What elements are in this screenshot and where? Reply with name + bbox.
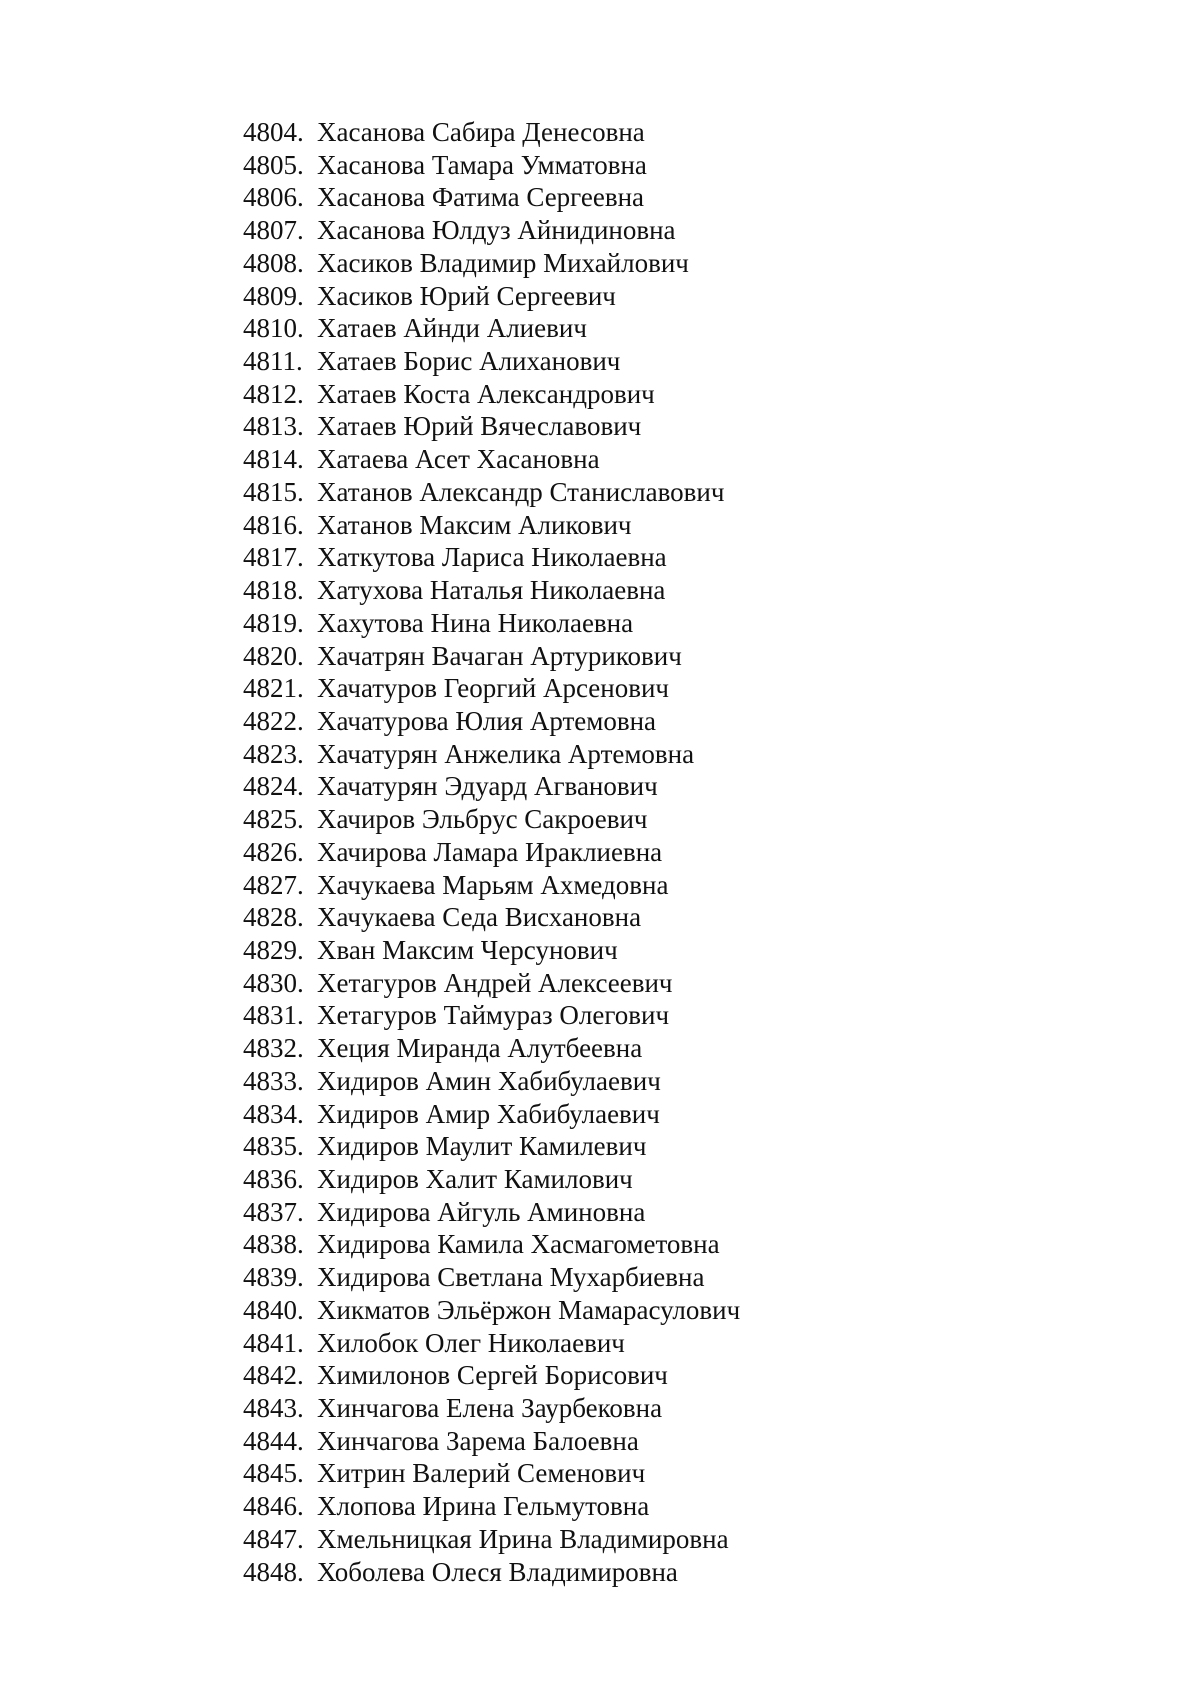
entry-name: Хачирова Ламара Ираклиевна [317, 836, 663, 867]
list-item [243, 214, 740, 247]
entry-name: Хачатурова Юлия Артемовна [317, 705, 657, 736]
entry-number: 4806. [243, 182, 304, 213]
list-item [243, 934, 740, 967]
entry-number: 4831. [243, 1000, 304, 1031]
entry-number: 4814. [243, 444, 304, 475]
list-item [243, 640, 740, 673]
entry-name: Хачатуров Георгий Арсенович [317, 673, 669, 704]
entry-name: Хачукаева Марьям Ахмедовна [317, 869, 669, 900]
list-item [243, 803, 740, 836]
entry-name: Хилобок Олег Николаевич [317, 1327, 625, 1358]
list-item [243, 1130, 740, 1163]
list-item [243, 541, 740, 574]
entry-number: 4827. [243, 869, 304, 900]
entry-name: Хасанова Юлдуз Айнидиновна [317, 215, 676, 246]
list-item [243, 1065, 740, 1098]
entry-name: Хачатрян Вачаган Артурикович [317, 640, 682, 671]
entry-number: 4838. [243, 1229, 304, 1260]
list-item [243, 1196, 740, 1229]
entry-number: 4833. [243, 1065, 304, 1096]
entry-number: 4825. [243, 804, 304, 835]
entry-name: Хидирова Камила Хасмагометовна [317, 1229, 720, 1260]
list-item [243, 280, 740, 313]
list-item [243, 247, 740, 280]
list-item [243, 312, 740, 345]
entry-name: Хачатурян Эдуард Агванович [317, 771, 658, 802]
list-item [243, 836, 740, 869]
list-item [243, 1163, 740, 1196]
entry-name: Хатухова Наталья Николаевна [317, 575, 666, 606]
entry-name: Хасиков Юрий Сергеевич [317, 280, 616, 311]
entry-name: Хачатурян Анжелика Артемовна [317, 738, 695, 769]
entry-number: 4807. [243, 215, 304, 246]
list-item [243, 1556, 740, 1589]
list-item [243, 509, 740, 542]
list-item [243, 1294, 740, 1327]
list-item [243, 1228, 740, 1261]
entry-number: 4818. [243, 575, 304, 606]
entry-number: 4810. [243, 313, 304, 344]
entry-name: Хахутова Нина Николаевна [317, 607, 634, 638]
entry-name: Хатаев Борис Алиханович [317, 346, 621, 377]
list-item [243, 672, 740, 705]
list-item [243, 705, 740, 738]
entry-number: 4844. [243, 1425, 304, 1456]
entry-name: Хидиров Халит Камилович [317, 1164, 633, 1194]
entry-name: Хинчагова Елена Заурбековна [317, 1393, 663, 1424]
entry-name: Хатанов Максим Аликович [317, 509, 632, 540]
entry-number: 4830. [243, 967, 304, 998]
entry-name: Хоболева Олеся Владимировна [317, 1556, 678, 1587]
entry-number: 4836. [243, 1164, 304, 1194]
list-item [243, 1490, 740, 1523]
entry-number: 4821. [243, 673, 304, 704]
entry-number: 4813. [243, 411, 304, 442]
entry-name: Хатаева Асет Хасановна [317, 444, 600, 475]
entry-number: 4805. [243, 149, 304, 180]
entry-name: Хачиров Эльбрус Сакроевич [317, 804, 648, 835]
entry-name: Хасанова Тамара Умматовна [317, 149, 647, 180]
entry-number: 4840. [243, 1294, 304, 1325]
list-item [243, 1261, 740, 1294]
entry-name: Хасанова Фатима Сергеевна [317, 182, 645, 213]
entry-name: Хачукаева Седа Висхановна [317, 902, 642, 933]
list-item [243, 378, 740, 411]
list-item [243, 1392, 740, 1425]
list-item [243, 476, 740, 509]
entry-number: 4808. [243, 247, 304, 278]
entry-name: Хван Максим Черсунович [317, 934, 618, 965]
list-item [243, 738, 740, 771]
entry-number: 4824. [243, 771, 304, 802]
entry-number: 4812. [243, 378, 304, 409]
entry-number: 4842. [243, 1360, 304, 1391]
list-item [243, 116, 740, 149]
list-item [243, 149, 740, 182]
list-item [243, 1098, 740, 1131]
list-item [243, 999, 740, 1032]
entry-name: Хасиков Владимир Михайлович [317, 247, 689, 278]
entry-name: Хидиров Маулит Камилевич [317, 1131, 647, 1162]
entry-number: 4846. [243, 1491, 304, 1522]
entry-name: Хатаев Коста Александрович [317, 378, 655, 409]
entry-name: Хатаев Айнди Алиевич [317, 313, 587, 344]
entry-number: 4817. [243, 542, 304, 573]
entry-number: 4804. [243, 117, 304, 147]
entry-number: 4822. [243, 705, 304, 736]
list-item [243, 410, 740, 443]
entry-number: 4823. [243, 738, 304, 769]
entry-name: Хеция Миранда Алутбеевна [317, 1033, 643, 1064]
entry-number: 4828. [243, 902, 304, 933]
entry-name: Хлопова Ирина Гельмутовна [317, 1491, 650, 1522]
entry-name: Хатанов Александр Станиславович [317, 476, 725, 507]
entry-name: Хикматов Эльёржон Мамарасулович [317, 1294, 741, 1325]
list-item [243, 1327, 740, 1360]
entry-number: 4835. [243, 1131, 304, 1162]
entry-number: 4848. [243, 1556, 304, 1587]
entry-name: Хетагуров Таймураз Олегович [317, 1000, 670, 1031]
entry-name: Хидиров Амир Хабибулаевич [317, 1098, 660, 1129]
entry-name: Хатаев Юрий Вячеславович [317, 411, 642, 442]
list-item [243, 1359, 740, 1392]
entry-number: 4837. [243, 1196, 304, 1227]
list-item [243, 443, 740, 476]
entry-name: Хитрин Валерий Семенович [317, 1458, 646, 1489]
entry-name: Хмельницкая Ирина Владимировна [317, 1523, 729, 1554]
entry-name: Хаткутова Лариса Николаевна [317, 542, 667, 573]
entry-name: Хасанова Сабира Денесовна [317, 117, 645, 147]
entry-number: 4843. [243, 1393, 304, 1424]
list-item [243, 1032, 740, 1065]
entry-number: 4809. [243, 280, 304, 311]
entry-number: 4820. [243, 640, 304, 671]
list-item [243, 967, 740, 1000]
entry-number: 4811. [243, 346, 303, 377]
entry-number: 4819. [243, 607, 304, 638]
list-item [243, 607, 740, 640]
entry-number: 4841. [243, 1327, 304, 1358]
list-item [243, 869, 740, 902]
list-item [243, 901, 740, 934]
entry-number: 4839. [243, 1262, 304, 1293]
entry-number: 4816. [243, 509, 304, 540]
entry-number: 4847. [243, 1523, 304, 1554]
entry-number: 4815. [243, 476, 304, 507]
list-item [243, 574, 740, 607]
name-list [243, 116, 740, 1588]
entry-number: 4826. [243, 836, 304, 867]
list-item [243, 770, 740, 803]
entry-number: 4829. [243, 934, 304, 965]
entry-name: Хинчагова Зарема Балоевна [317, 1425, 639, 1456]
entry-name: Хидирова Айгуль Аминовна [317, 1196, 646, 1227]
list-item [243, 181, 740, 214]
entry-number: 4832. [243, 1033, 304, 1064]
list-item [243, 1425, 740, 1458]
list-item [243, 1457, 740, 1490]
list-item [243, 345, 740, 378]
entry-number: 4845. [243, 1458, 304, 1489]
entry-name: Хидирова Светлана Мухарбиевна [317, 1262, 705, 1293]
entry-name: Химилонов Сергей Борисович [317, 1360, 668, 1391]
entry-number: 4834. [243, 1098, 304, 1129]
entry-name: Хидиров Амин Хабибулаевич [317, 1065, 661, 1096]
entry-name: Хетагуров Андрей Алексеевич [317, 967, 673, 998]
list-item [243, 1523, 740, 1556]
